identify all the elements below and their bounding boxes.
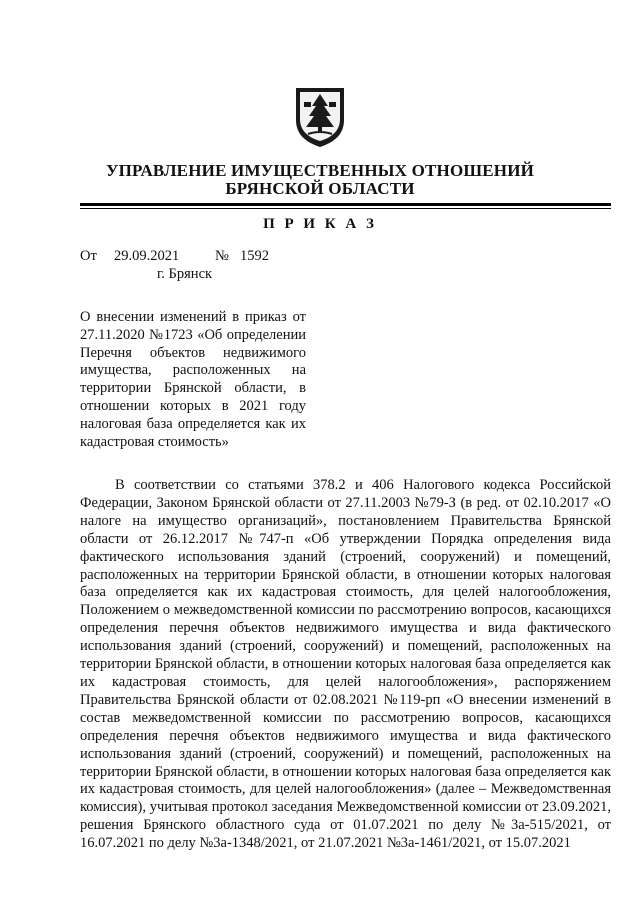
- date-prefix-label: От: [80, 248, 97, 264]
- document-type-title: П Р И К А З: [263, 216, 377, 232]
- order-date: 29.09.2021: [114, 248, 180, 264]
- header-rule-thin: [80, 208, 611, 209]
- order-number: 1592: [240, 248, 269, 264]
- organization-name-line1: УПРАВЛЕНИЕ ИМУЩЕСТВЕННЫХ ОТНОШЕНИЙ: [105, 161, 535, 180]
- coat-of-arms-icon: [294, 86, 346, 148]
- order-subject: О внесении изменений в приказ от 27.11.2020 №1723 «Об определении Перечня объектов недвижимого имущества, расположенных на территории Брянской области, в отношении которых в 2021 году налоговая база определяется как их кадастровая стоимость»: [80, 309, 306, 450]
- city-label: г. Брянск: [157, 266, 213, 282]
- organization-name-line2: БРЯНСКОЙ ОБЛАСТИ: [225, 179, 415, 198]
- order-body-paragraph: В соответствии со статьями 378.2 и 406 Налогового кодекса Российской Федерации, Законом Брянской области от 27.11.2003 №79-З (в ред. от 02.10.2017 «О налоге на имущество организаций», постановлением Правительства Брянской области от 26.12.2017 №747-п «Об утверждении Порядка определения вида фактического использования зданий (строений, сооружений) и помещений, расположенных на территории Брянской области, в отношении которых налоговая база определяется как их кадастровая стоимость, для целей налогообложения, Положением о межведомственной комиссии по рассмотрению вопросов, касающихся определения перечня объектов недвижимого имущества и вида фактического использования зданий (строений, сооружений) и помещений, расположенных на территории Брянской области, в отношении которых налоговая база определяется как их кадастровая стоимость, для целей налогообложения», распоряжением Правительства Брянской области от 02.08.2021 №119-рп «О внесении изменений в состав межведомственной комиссии по рассмотрению вопросов, касающихся определения перечня объектов недвижимого имущества и вида фактического использования зданий (строений, сооружений) и помещений, расположенных на территории Брянской области, в отношении которых налоговая база определяется как их кадастровая стоимость, для целей налогообложения» (далее – Межведомственная комиссия), учитывая протокол заседания Межведомственной комиссии от 23.09.2021, решения Брянского областного суда от 01.07.2021 по делу №3а-515/2021, от 16.07.2021 по делу №3а-1348/2021, от 21.07.2021 №3а-1461/2021, от 15.07.2021: [80, 477, 611, 852]
- header-rule-thick: [80, 203, 611, 206]
- number-label: №: [215, 248, 229, 264]
